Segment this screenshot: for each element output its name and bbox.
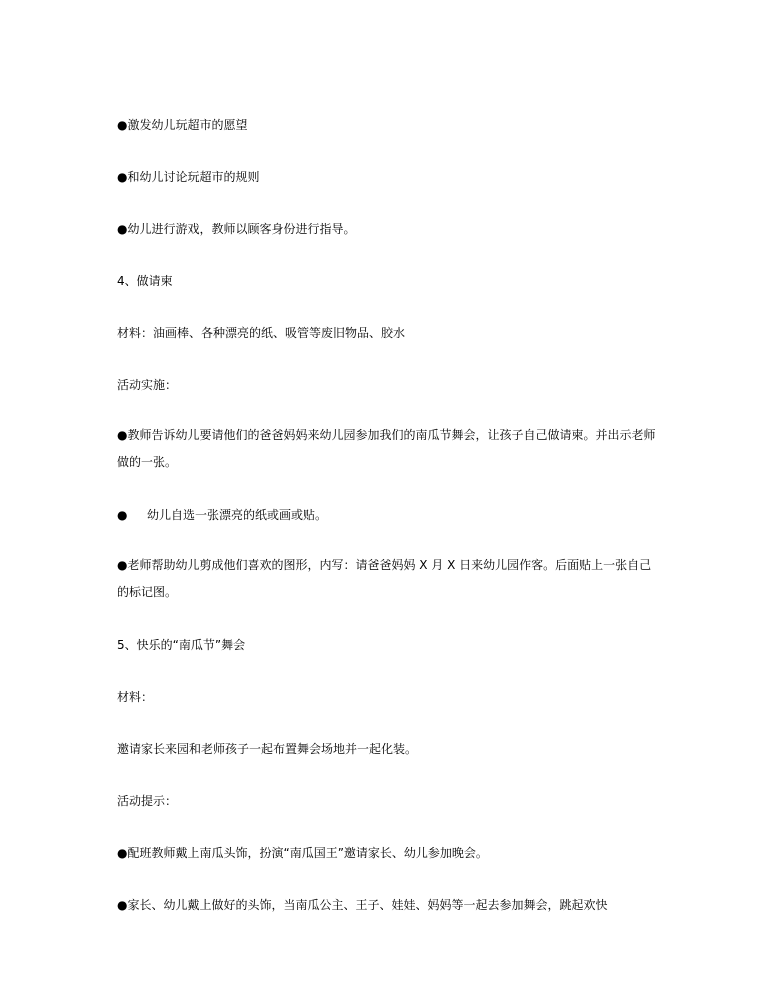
materials-paragraph: 材料：油画棒、各种漂亮的纸、吸管等废旧物品、胶水 xyxy=(117,326,406,340)
bullet-item: ●老师帮助幼儿剪成他们喜欢的图形，内写：请爸爸妈妈 X 月 X 日来幼儿园作客。后面贴上一张自己的标记图。 xyxy=(117,558,652,599)
section-heading: 5、快乐的“南瓜节”舞会 xyxy=(117,638,246,652)
section-heading: 4、做请柬 xyxy=(117,274,173,288)
bullet-item: ●和幼儿讨论玩超市的规则 xyxy=(117,170,260,184)
bullet-item: ●家长、幼儿戴上做好的头饰，当南瓜公主、王子、娃娃、妈妈等一起去参加舞会，跳起欢快 xyxy=(117,898,608,912)
bullet-item xyxy=(117,507,657,523)
subheading: 活动实施： xyxy=(117,378,178,392)
bullet-item: ●幼儿进行游戏，教师以顾客身份进行指导。 xyxy=(117,222,356,236)
subheading: 活动提示： xyxy=(117,794,178,808)
bullet-item: ●教师告诉幼儿要请他们的爸爸妈妈来幼儿园参加我们的南瓜节舞会，让孩子自己做请柬。并出示老师做的一张。 xyxy=(117,428,656,469)
paragraph: 邀请家长来园和老师孩子一起布置舞会场地并一起化装。 xyxy=(117,742,418,756)
bullet-item: ●配班教师戴上南瓜头饰，扮演“南瓜国王”邀请家长、幼儿参加晚会。 xyxy=(117,846,488,860)
bullet-item: ●激发幼儿玩超市的愿望 xyxy=(117,118,248,132)
bullet-symbol: ● xyxy=(117,508,128,522)
subheading: 材料： xyxy=(117,690,154,704)
bullet-text: 幼儿自选一张漂亮的纸或画或贴。 xyxy=(147,508,328,522)
